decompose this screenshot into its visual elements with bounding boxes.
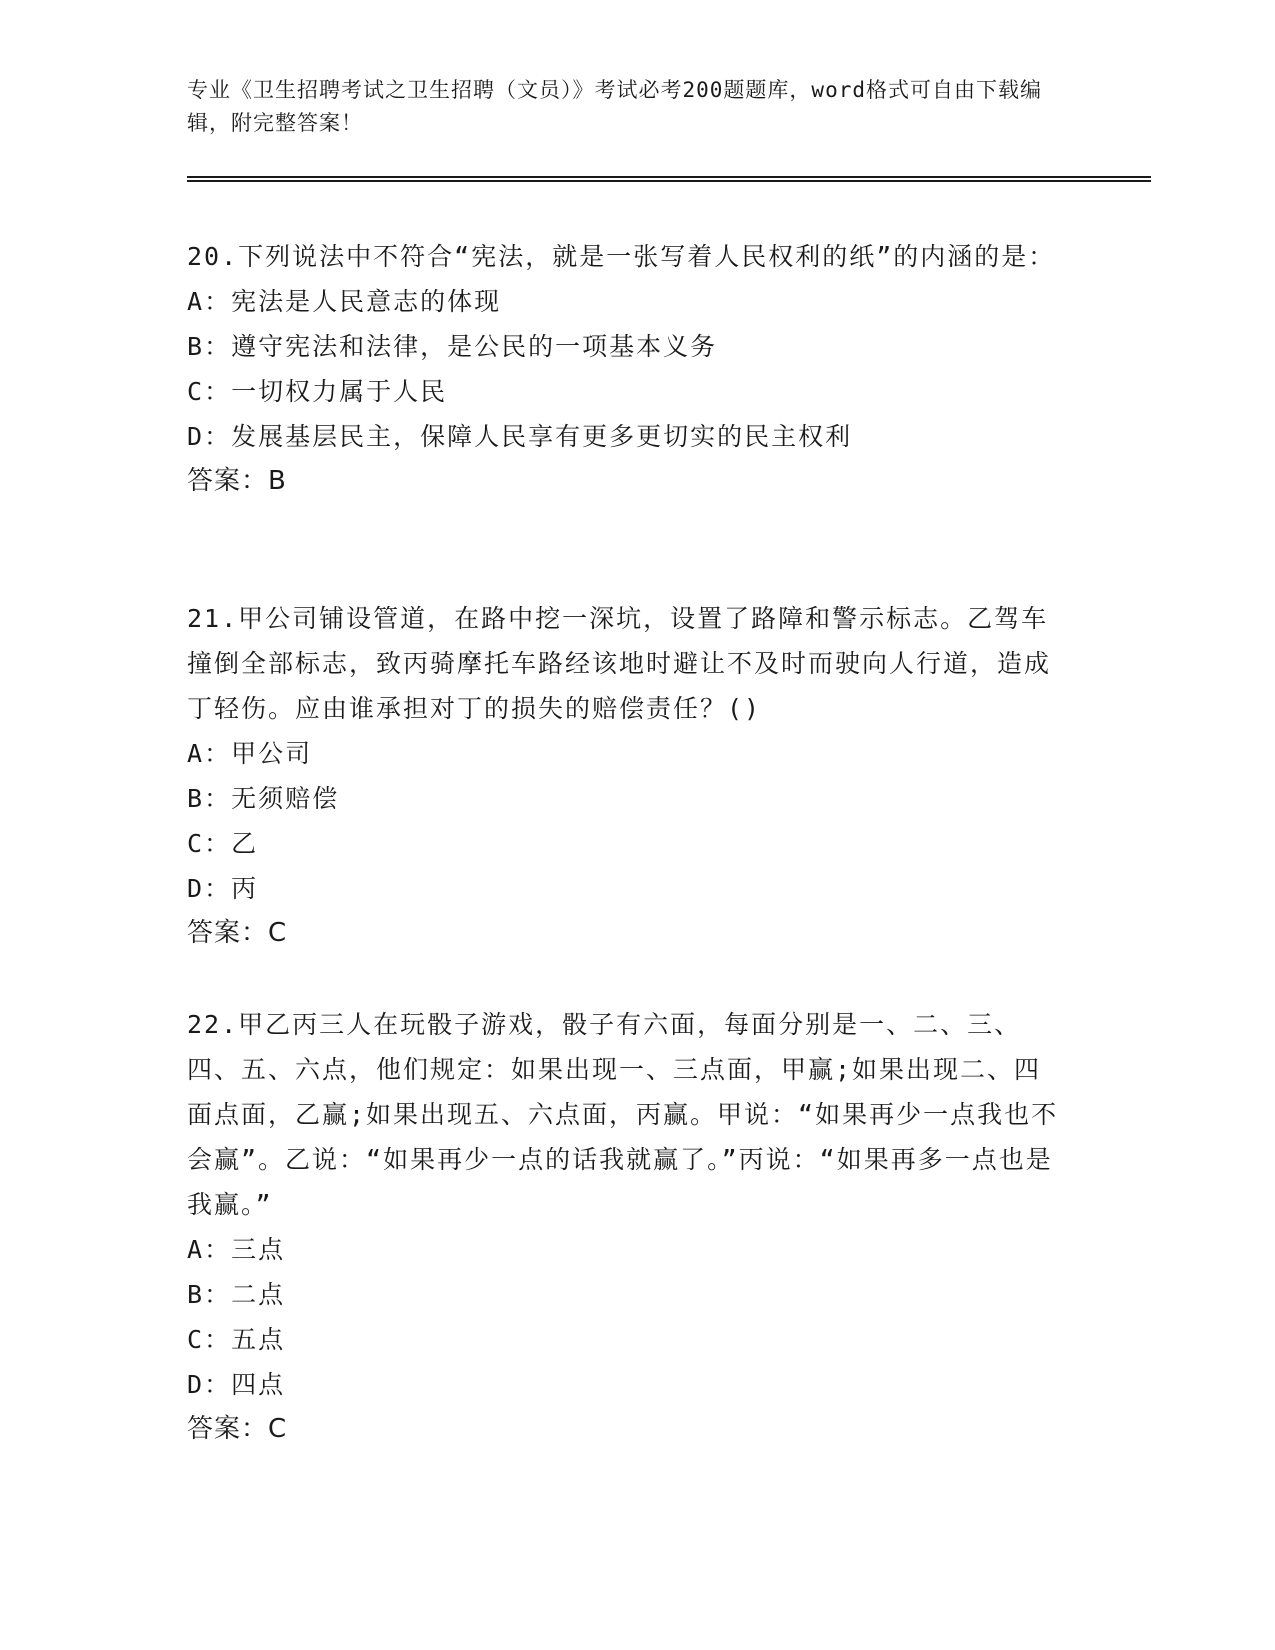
option-text: 二点 bbox=[231, 1280, 286, 1309]
answer-label: 答案： bbox=[187, 918, 269, 948]
header-double-rule bbox=[187, 176, 1151, 182]
option-text: 遵守宪法和法律，是公民的一项基本义务 bbox=[231, 332, 718, 361]
option-key: C bbox=[187, 377, 205, 406]
option-key: B bbox=[187, 332, 205, 361]
question-text: 22.甲乙丙三人在玩骰子游戏，骰子有六面，每面分别是一、二、三、四、五、六点，他们规定：如果出现一、三点面，甲赢;如果出现二、四面点面，乙赢;如果出现五、六点面，丙赢。甲说：“如果再少一点我也不会赢”。乙说：“如果再少一点的话我就赢了。”丙说：“如果再多一点也是我赢。” bbox=[187, 1010, 1059, 1219]
option-a: A：宪法是人民意志的体现 bbox=[187, 287, 502, 316]
option-b: B：二点 bbox=[187, 1280, 286, 1309]
question-text: 21.甲公司铺设管道，在路中挖一深坑，设置了路障和警示标志。乙驾车撞倒全部标志，致丙骑摩托车路经该地时避让不及时而驶向人行道，造成丁轻伤。应由谁承担对丁的损失的赔偿责任？() bbox=[187, 604, 1052, 723]
option-b: B：无须赔偿 bbox=[187, 784, 340, 813]
option-a: A：甲公司 bbox=[187, 739, 313, 768]
answer-value: B bbox=[268, 466, 287, 496]
option-c: C：乙 bbox=[187, 829, 259, 858]
option-c: C：五点 bbox=[187, 1325, 286, 1354]
option-text: 甲公司 bbox=[231, 739, 313, 768]
answer-label: 答案： bbox=[187, 1414, 269, 1444]
option-text: 三点 bbox=[231, 1235, 286, 1264]
answer-line bbox=[187, 459, 1067, 504]
option-d: D：四点 bbox=[187, 1370, 286, 1399]
option-key: C bbox=[187, 829, 205, 858]
option-key: A bbox=[187, 287, 205, 316]
question-21 bbox=[187, 596, 1067, 956]
question-text: 20.下列说法中不符合“宪法，就是一张写着人民权利的纸”的内涵的是： bbox=[187, 242, 1056, 271]
option-text: 无须赔偿 bbox=[231, 784, 340, 813]
answer-line bbox=[187, 1407, 1067, 1452]
answer-line bbox=[187, 911, 1067, 956]
question-22 bbox=[187, 1002, 1067, 1452]
option-text: 丙 bbox=[231, 874, 259, 903]
option-d: D：丙 bbox=[187, 874, 259, 903]
answer-value: C bbox=[268, 918, 288, 948]
option-text: 宪法是人民意志的体现 bbox=[231, 287, 502, 316]
option-b: B：遵守宪法和法律，是公民的一项基本义务 bbox=[187, 332, 718, 361]
option-key: D bbox=[187, 874, 205, 903]
option-text: 发展基层民主，保障人民享有更多更切实的民主权利 bbox=[231, 422, 853, 451]
option-text: 一切权力属于人民 bbox=[231, 377, 448, 406]
option-key: B bbox=[187, 1280, 205, 1309]
question-20 bbox=[187, 234, 1067, 504]
option-text: 乙 bbox=[231, 829, 259, 858]
option-key: A bbox=[187, 1235, 205, 1264]
option-c: C：一切权力属于人民 bbox=[187, 377, 448, 406]
answer-label: 答案： bbox=[187, 466, 269, 496]
option-key: A bbox=[187, 739, 205, 768]
option-d: D：发展基层民主，保障人民享有更多更切实的民主权利 bbox=[187, 422, 853, 451]
answer-value: C bbox=[268, 1414, 288, 1444]
option-key: D bbox=[187, 1370, 205, 1399]
option-a: A：三点 bbox=[187, 1235, 286, 1264]
option-text: 四点 bbox=[231, 1370, 286, 1399]
option-text: 五点 bbox=[231, 1325, 286, 1354]
header-text: 专业《卫生招聘考试之卫生招聘（文员）》考试必考200题题库，word格式可自由下载编辑，附完整答案！ bbox=[187, 78, 1042, 135]
option-key: B bbox=[187, 784, 205, 813]
option-key: C bbox=[187, 1325, 205, 1354]
option-key: D bbox=[187, 422, 205, 451]
